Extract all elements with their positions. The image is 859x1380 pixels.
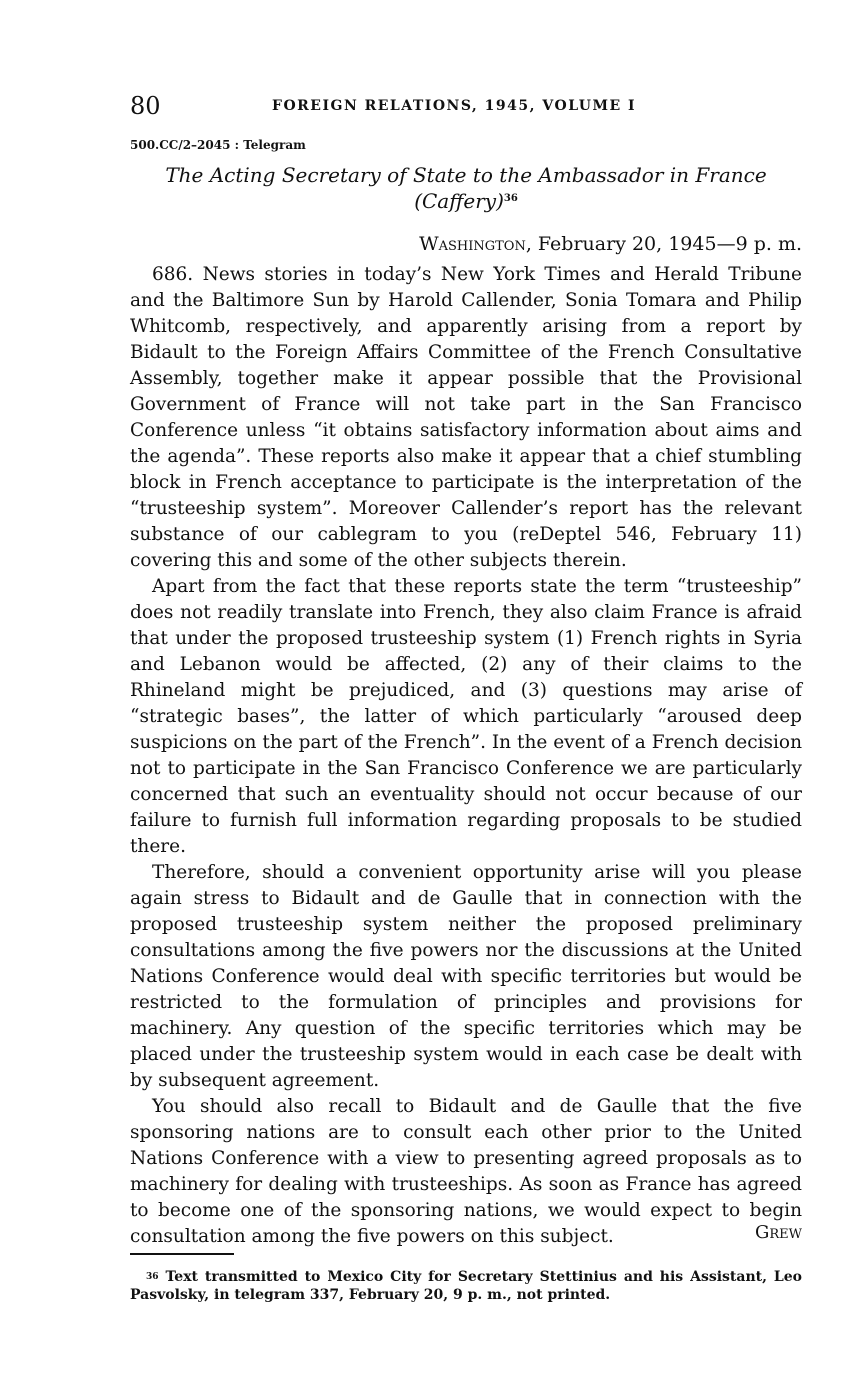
- telegram-body: [130, 262, 802, 1250]
- document-title-text: The Acting Secretary of State to the Ambassador in France (Caffery): [165, 163, 767, 213]
- body-paragraph: 686. News stories in today’s New York Times and Herald Tribune and the Baltimore Sun by Harold Callender, Sonia Tomara and Philip Whitcomb, respectively, and apparently arising from a report by Bidault to the Foreign Affairs Committee of the French Consultative Assembly, together make it appear possible that the Provisional Government of France will not take part in the San Francisco Conference unless “it obtains satisfactory information about aims and the agenda”. These reports also make it appear that a chief stumbling block in French acceptance to participate is the interpretation of the “trusteeship system”. Moreover Callender’s report has the relevant substance of our cablegram to you (reDeptel 546, February 11) covering this and some of the other subjects therein.: [130, 264, 802, 571]
- footnote-divider: [130, 1253, 234, 1255]
- footnote-marker: 36: [146, 1272, 159, 1282]
- title-footnote-marker: 36: [503, 193, 518, 204]
- running-title: FOREIGN RELATIONS, 1945, VOLUME I: [272, 98, 637, 114]
- body-paragraph: Therefore, should a convenient opportunity arise will you please again stress to Bidault and de Gaulle that in connection with the proposed trusteeship system neither the proposed preliminary consultations among the five powers nor the discussions at the United Nations Conference would deal with specific territories but would be restricted to the formulation of principles and provisions for machinery. Any question of the specific territories which may be placed under the trusteeship system would in each case be dealt with by subsequent agreement.: [130, 862, 802, 1091]
- footnote: [130, 1268, 802, 1304]
- body-paragraph: Apart from the fact that these reports state the term “trusteeship” does not readily translate into French, they also claim France is afraid that under the proposed trusteeship system (1) French rights in Syria and Lebanon would be affected, (2) any of their claims to the Rhineland might be prejudiced, and (3) questions may arise of “strategic bases”, the latter of which particularly “aroused deep suspicions on the part of the French”. In the event of a French decision not to participate in the San Francisco Conference we are particularly concerned that such an eventuality should not occur because of our failure to furnish full information regarding proposals to be studied there.: [130, 576, 802, 857]
- body-paragraph: You should also recall to Bidault and de Gaulle that the five sponsoring nations are to consult each other prior to the United Nations Conference with a view to presenting agreed proposals as to machinery for dealing with trusteeships. As soon as France has agreed to become one of the sponsoring nations, we would expect to begin consultation among the five powers on this subject.: [130, 1096, 802, 1247]
- dateline: [130, 233, 802, 255]
- footnote-text: Text transmitted to Mexico City for Secretary Stettinius and his Assistant, Leo Pasvolsky, in telegram 337, February 20, 9 p. m., not printed.: [130, 1269, 803, 1303]
- file-reference: 500.CC/2–2045 : Telegram: [130, 138, 306, 152]
- dateline-date: , February 20, 1945—9 p. m.: [525, 233, 802, 255]
- page-number: 80: [130, 92, 161, 120]
- document-title: [130, 162, 802, 214]
- dateline-place: Washington: [419, 233, 526, 255]
- signature: Grew: [754, 1222, 802, 1243]
- page-header: [130, 92, 802, 122]
